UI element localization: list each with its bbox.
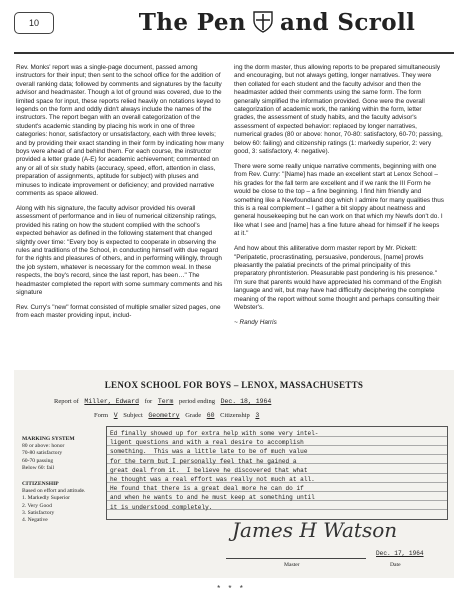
grade-label: Grade bbox=[185, 412, 202, 419]
citizenship-title: CITIZENSHIP bbox=[22, 481, 59, 488]
period-ending-label: period ending bbox=[179, 398, 215, 405]
signature-rule bbox=[226, 558, 366, 559]
paragraph: ing the dorm master, thus allowing reports to be prepared simultaneously and encouraging, but not always getting, longer narratives. They were then collated for each student and the faculty advisor and then the headmaster added their comments using the same form. The form generally simplified the information provided. Gone were the overall categorization of academic work, the ranking within the form, letter grades, the assessment of study habits, and the faculty advisor's assessment of expected behavior: replaced by longer narratives, numerical grades (80 or above: honor, 70-80: satisfactory, 60-70; passing, below 60: failing) and citizenship ratings (1: markedly superior, 2: very good, 3: satisfactory, 4: negative). bbox=[234, 64, 443, 156]
masthead-title-left: The Pen bbox=[138, 8, 247, 36]
report-header-line bbox=[54, 398, 275, 405]
form-value: V bbox=[113, 412, 118, 419]
instructor-comment: Ed finally showed up for extra help with some very intel- ligent questions and with a real desire to accomplish something. This was a little late to be of much value for the term but I personally feel that he gained a great deal from it. I believe he discovered that what he thought was a real effort was really not much at all. He found that there is a great deal more he can do if and when he wants to and he must keep at something until it is understood completely. bbox=[110, 430, 319, 511]
legend-item: 1. Markedly Superior bbox=[22, 495, 71, 502]
masthead bbox=[96, 2, 458, 42]
section-divider: * * * bbox=[217, 584, 246, 593]
master-signature: James H Watson bbox=[232, 518, 398, 542]
marking-system-title: MARKING SYSTEM bbox=[22, 436, 75, 442]
report-subject-line bbox=[94, 412, 263, 419]
report-title: LENOX SCHOOL FOR BOYS – LENOX, MASSACHUSETTS bbox=[104, 380, 364, 390]
legend-item: 2. Very Good bbox=[22, 502, 52, 509]
legend-item: Below 60: fail bbox=[22, 464, 55, 471]
grade-value: 60 bbox=[206, 412, 215, 419]
master-label: Master bbox=[284, 562, 300, 568]
paragraph: Rev. Monks' report was a single-page document, passed among instructors for their input; then sent to the school office for the addition of overall ranking data; followed by comments and signatures by the faculty advisor and headmaster. Though a lot of ground was covered, due to the limited space for input, these reports relied heavily on notations keyed to legends on the form and oddly didn't always include the names of the instructors. The report began with an overall categorization of the student's academic standing by placing his work in one of three categories: honor, satisfactory or unsatisfactory, each with three levels; and by providing their exact standing in their form by indicating how many boys were ahead of and behind them. For each course, the instructor provided a letter grade (A-E) for academic achievement; commented on any or all of six study habits (accuracy, speed, effort, attention in class, preparation of assignments, aptitude for subject) with pluses and minuses to indicate improvement or deficiency; and provided narrative comments as space allowed. bbox=[16, 64, 224, 198]
left-column bbox=[16, 64, 224, 327]
report-legend bbox=[22, 434, 102, 524]
paragraph: There were some really unique narrative comments, beginning with one from Rev. Curry: "[Name] has made an excellent start at Lenox School – his grades for the fall term are excellent and if we rank the III Form he would be close to the top – a fine beginning. I find him friendly and something like a Newfoundland dog which I admire for many qualities thus this is a real complement – I gather a bit sloppy about neatness and general housekeeping but he can work on that which my Newfs don't do. I like what I see and [name] has a fine future ahead for himself if he keeps at it." bbox=[234, 162, 444, 238]
paragraph: And how about this alliterative dorm master report by Mr. Pickett: "Peripatetic, procrastinating, persuasive, ponderous, [name] prowls pleasantly the palatial precincts of the primal principality of this preparatory phrontisterion. Pleasurable past pondering is his presence." I'm sure that parents would have appreciated his command of the English language and wit, but may have had difficulty deciphering the complete meaning of the report without some thought and perhaps consulting their Webster's. bbox=[234, 245, 442, 311]
report-date: Dec. 17, 1964 bbox=[376, 550, 424, 557]
report-of-label: Report of bbox=[54, 398, 79, 405]
date-label: Date bbox=[390, 562, 401, 568]
page-number: 10 bbox=[14, 12, 54, 34]
paragraph: Along with his signature, the faculty advisor provided his overall assessment of performance and in lieu of numerical citizenship ratings, provided his rating on how the student complied with the school's expected behavior as defined in the following statement that changed slightly over time: "Every boy is expected to cooperate in observing the rules and traditions of the School, in conducting himself with due regard for the rights and pleasures of others, and in performing willingly, through the job system, whatever is necessary for the common weal. In these respects, the boy's record, since the last report, has been…" The headmaster completed the report with some summary comments and his signature bbox=[16, 205, 223, 297]
masthead-title-right: and Scroll bbox=[280, 8, 416, 36]
report-card-image bbox=[14, 370, 454, 578]
masthead-rule bbox=[14, 52, 454, 54]
for-label: for bbox=[144, 398, 153, 405]
term: Term bbox=[157, 398, 174, 405]
legend-item: 60-70 passing bbox=[22, 457, 54, 464]
citizenship-label: Citizenship bbox=[220, 412, 250, 419]
subject-label: Subject bbox=[123, 412, 143, 419]
paragraph: Rev. Curry's "new" format consisted of multiple smaller sized pages, one from each master providing input, includ- bbox=[16, 303, 221, 320]
byline: ~ Randy Harris bbox=[234, 318, 277, 326]
legend-item: 3. Satisfactory bbox=[22, 509, 55, 516]
citizenship-intro: Based on effort and attitude. bbox=[22, 488, 86, 495]
form-label: Form bbox=[94, 412, 109, 419]
legend-item: 4. Negative bbox=[22, 517, 48, 524]
student-name: Miller, Edward bbox=[84, 398, 139, 405]
period-ending: Dec. 18, 1964 bbox=[220, 398, 272, 405]
legend-item: 80 or above: honor bbox=[22, 443, 65, 450]
right-column bbox=[234, 64, 444, 334]
citizenship-value: 3 bbox=[255, 412, 260, 419]
legend-item: 70-80 satisfactory bbox=[22, 450, 63, 457]
subject-value: Geometry bbox=[148, 412, 180, 419]
crest-icon bbox=[252, 10, 274, 34]
